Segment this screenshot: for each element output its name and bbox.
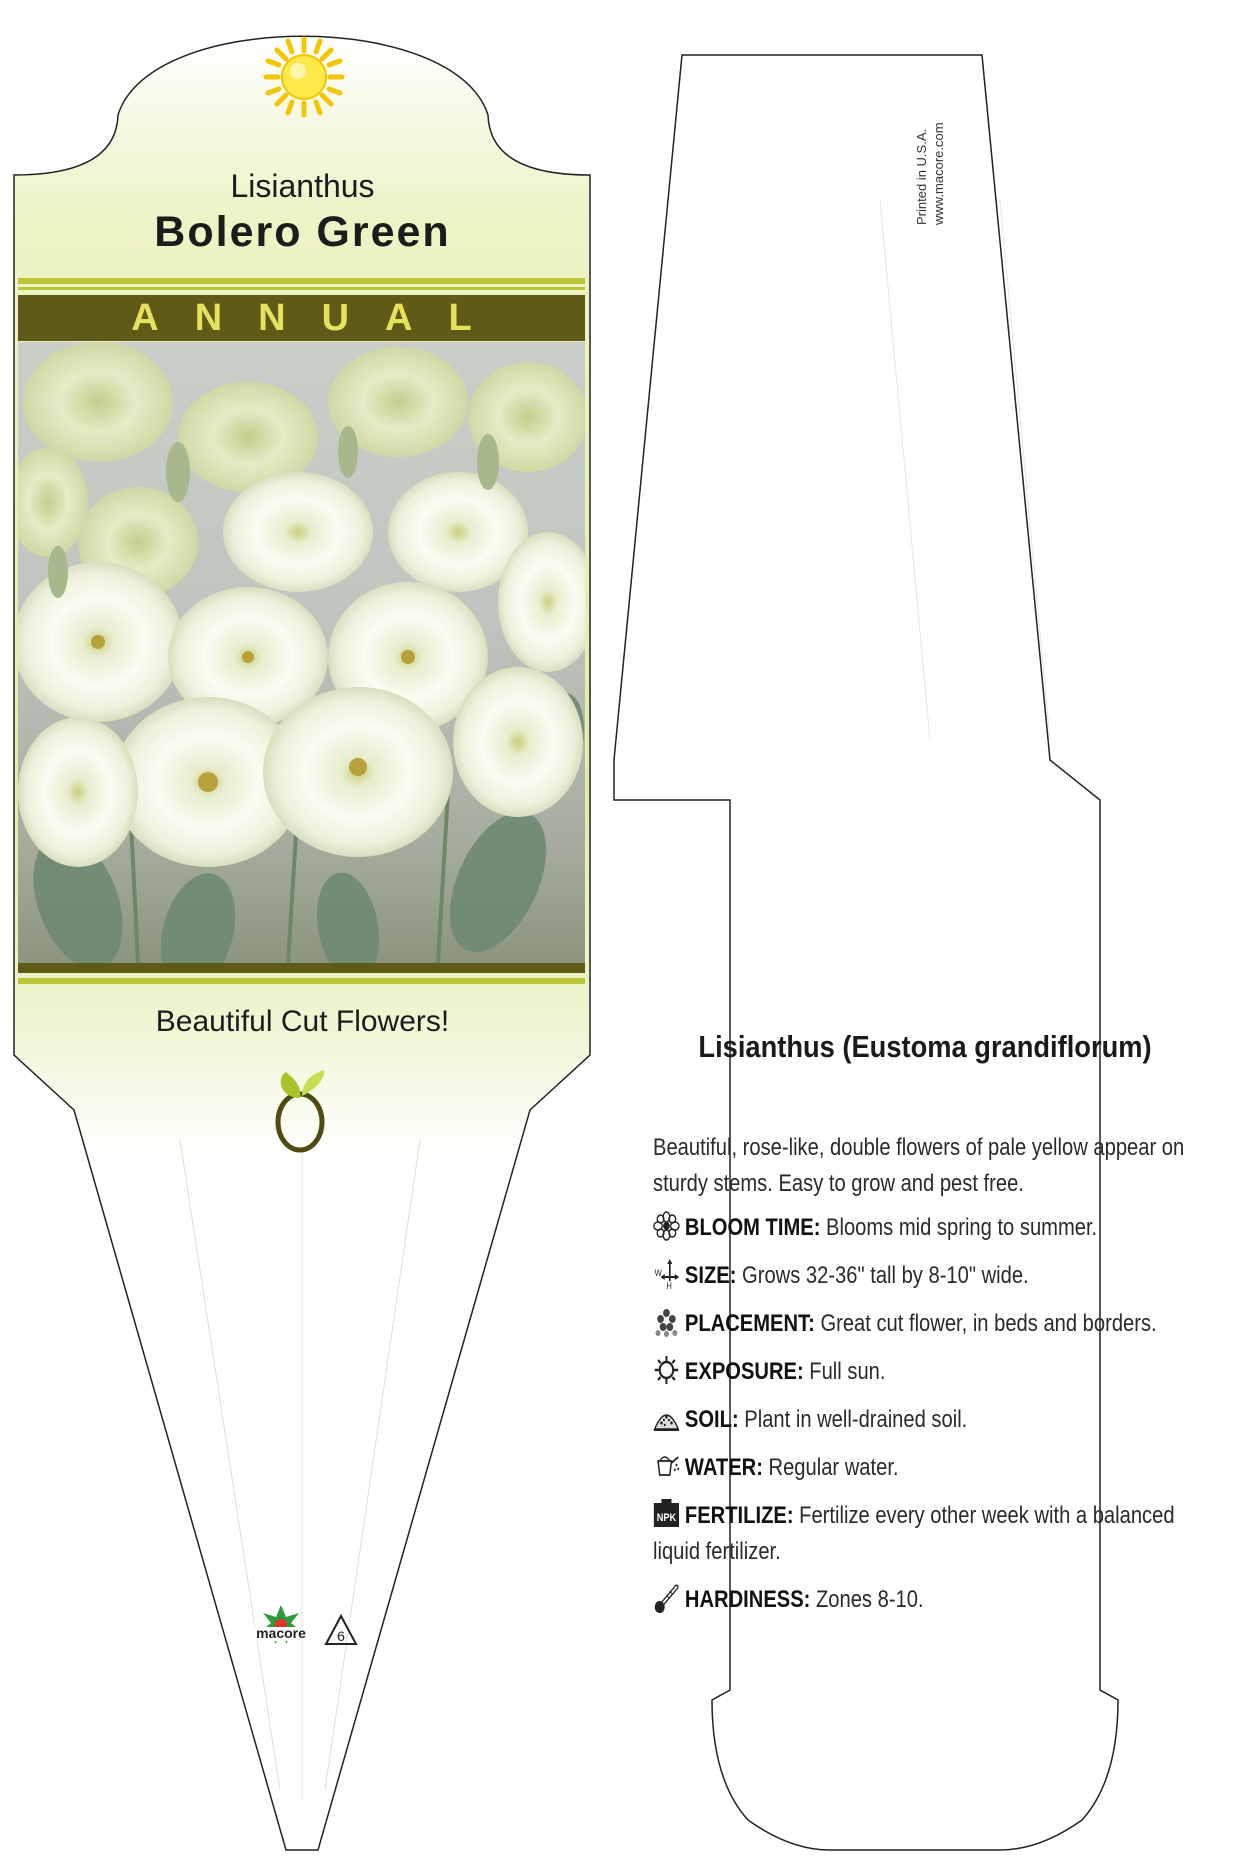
- detail-size: [653, 1258, 1191, 1294]
- detail-label: PLACEMENT:: [684, 1310, 815, 1337]
- detail-text: Zones 8-10.: [815, 1586, 924, 1613]
- sun-icon: [262, 35, 346, 119]
- detail-label: HARDINESS:: [684, 1586, 811, 1613]
- plant-photo: [18, 342, 585, 963]
- size-icon-w: W: [654, 1267, 662, 1279]
- detail-label: EXPOSURE:: [684, 1358, 804, 1385]
- detail-text: Blooms mid spring to summer.: [826, 1214, 1098, 1241]
- placement-icon: [653, 1307, 680, 1337]
- accent-line: [18, 287, 585, 290]
- detail-label: WATER:: [684, 1454, 763, 1481]
- variety-name: Bolero Green: [154, 208, 451, 256]
- detail-text: Fertilize every other week with a balanced liquid fertilizer.: [653, 1502, 1175, 1565]
- watering-can-icon: [653, 1451, 680, 1481]
- npk-icon: [653, 1499, 680, 1529]
- macore-logo: [244, 1603, 318, 1653]
- recycle-number: 6: [337, 1628, 345, 1644]
- detail-text: Full sun.: [809, 1358, 886, 1385]
- detail-text: Plant in well-drained soil.: [744, 1406, 968, 1433]
- detail-soil: [653, 1402, 1191, 1438]
- recycle-6-icon: [322, 1612, 360, 1650]
- detail-label: SOIL:: [684, 1406, 739, 1433]
- printed-in-text: Printed in U.S.A.: [914, 128, 929, 225]
- soil-icon: [653, 1403, 680, 1433]
- bloom-icon: [653, 1211, 680, 1241]
- accent-line: [18, 278, 585, 284]
- seedling-logo-icon: [270, 1068, 332, 1154]
- detail-label: FERTILIZE:: [684, 1502, 794, 1529]
- detail-label: SIZE:: [684, 1262, 737, 1289]
- plant-description: Beautiful, rose-like, double flowers of pale yellow appear on sturdy stems. Easy to grow and pest free.: [653, 1134, 1185, 1197]
- plant-info-title: Lisianthus (Eustoma grandiflorum): [698, 1029, 1152, 1064]
- detail-placement: [653, 1306, 1191, 1342]
- detail-fertilize: [653, 1498, 1191, 1570]
- plant-info-body: [653, 1130, 1193, 1630]
- common-name: Lisianthus: [230, 168, 375, 204]
- detail-label: BLOOM TIME:: [684, 1214, 821, 1241]
- size-icon: [653, 1259, 680, 1289]
- sun-exposure-icon: [653, 1355, 680, 1385]
- accent-line: [18, 978, 585, 984]
- detail-bloom-time: [653, 1210, 1191, 1246]
- detail-text: Grows 32-36" tall by 8-10" wide.: [742, 1262, 1029, 1289]
- detail-hardiness: [653, 1582, 1191, 1618]
- detail-water: [653, 1450, 1191, 1486]
- detail-text: Great cut flower, in beds and borders.: [820, 1310, 1157, 1337]
- website-text: www.macore.com: [931, 122, 946, 225]
- thermometer-icon: [653, 1583, 680, 1613]
- macore-logo-text: macore: [256, 1625, 306, 1641]
- plant-type: ANNUAL: [131, 296, 508, 339]
- detail-text: Regular water.: [768, 1454, 899, 1481]
- detail-exposure: [653, 1354, 1191, 1390]
- size-icon-h: H: [666, 1280, 672, 1289]
- photo-bottom-band: [18, 963, 585, 973]
- plant-type-band: [18, 295, 585, 341]
- tagline: Beautiful Cut Flowers!: [155, 1005, 450, 1038]
- npk-text: NPK: [656, 1512, 677, 1525]
